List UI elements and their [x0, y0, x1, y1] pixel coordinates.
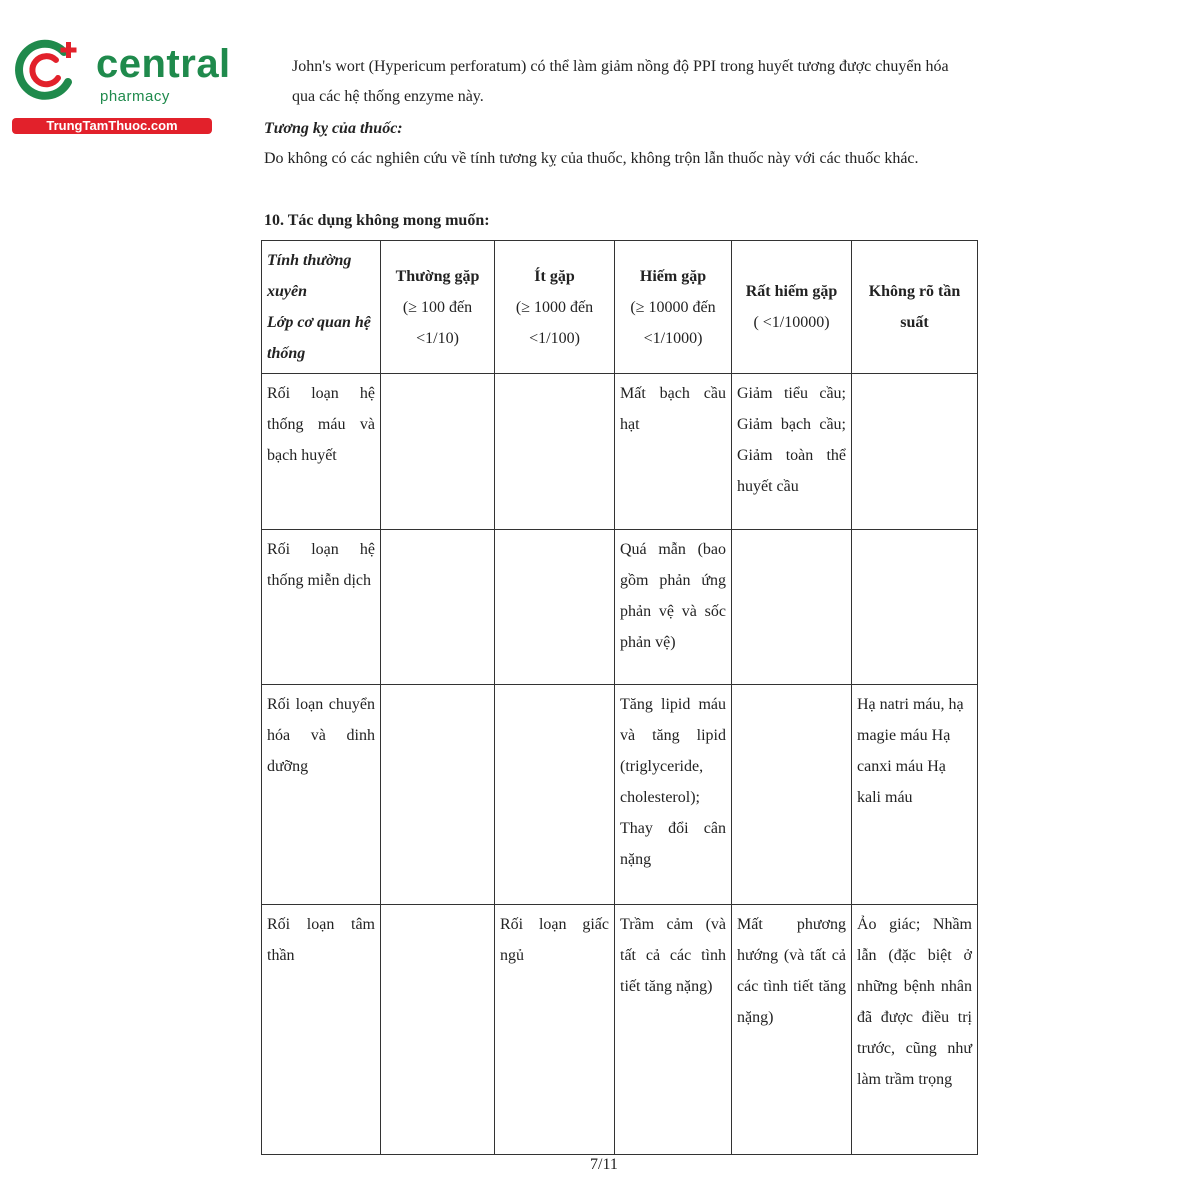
- table-row: [262, 685, 978, 905]
- table-cell: Ảo giác; Nhầm lẫn (đặc biệt ở những bệnh nhân đã được điều trị trước, cũng như làm trầm trọng: [852, 905, 978, 1155]
- header-uncommon-range: (≥ 1000 đến <1/100): [515, 298, 594, 347]
- header-rare: [615, 241, 732, 374]
- header-system-label: Lớp cơ quan hệ thống: [267, 314, 371, 362]
- table-cell: Rối loạn hệ thống máu và bạch huyết: [262, 374, 381, 530]
- table-cell: Rối loạn chuyển hóa và dinh dưỡng: [262, 685, 381, 905]
- header-very-rare-title: Rất hiếm gặp: [745, 283, 838, 300]
- table-cell: [732, 685, 852, 905]
- table-cell: [732, 530, 852, 685]
- table-row: [262, 374, 978, 530]
- section-heading: 10. Tác dụng không mong muốn:: [264, 212, 490, 229]
- table-cell: Tăng lipid máu và tăng lipid (triglyceride, cholesterol); Thay đổi cân nặng: [615, 685, 732, 905]
- table-header-row: [262, 241, 978, 374]
- logo-brand: central: [96, 42, 231, 86]
- table-row: [262, 530, 978, 685]
- table-cell: Hạ natri máu, hạ magie máu Hạ canxi máu Hạ kali máu: [852, 685, 978, 905]
- header-frequency-label: Tính thường xuyên: [267, 252, 352, 300]
- incompatibility-text: Do không có các nghiên cứu về tính tương kỵ của thuốc, không trộn lẫn thuốc này với các thuốc khác.: [264, 150, 919, 167]
- header-very-rare-range: ( <1/10000): [753, 314, 830, 331]
- header-common-range: (≥ 100 đến <1/10): [402, 298, 473, 347]
- header-frequency-system: [262, 241, 381, 374]
- header-common-title: Thường gặp: [395, 267, 480, 285]
- table-cell: [381, 530, 495, 685]
- header-unknown-title: Không rõ tần suất: [868, 283, 961, 331]
- table-cell: [495, 530, 615, 685]
- table-cell: Rối loạn tâm thần: [262, 905, 381, 1155]
- table-cell: Mất bạch cầu hạt: [615, 374, 732, 530]
- paragraph-interaction: John's wort (Hypericum perforatum) có thể làm giảm nồng độ PPI trong huyết tương được chuyển hóa qua các hệ thống enzyme này.: [292, 58, 949, 105]
- table-cell: Quá mẫn (bao gồm phản ứng phản vệ và sốc phản vệ): [615, 530, 732, 685]
- header-uncommon: [495, 241, 615, 374]
- table-cell: [852, 374, 978, 530]
- incompatibility-heading: Tương kỵ của thuốc:: [264, 120, 403, 137]
- table-cell: [852, 530, 978, 685]
- logo-banner: TrungTamThuoc.com: [12, 118, 212, 134]
- table-cell: [381, 905, 495, 1155]
- header-common: [381, 241, 495, 374]
- table-cell: Rối loạn giấc ngủ: [495, 905, 615, 1155]
- table-cell: [381, 685, 495, 905]
- logo-subtitle: pharmacy: [100, 88, 170, 105]
- header-unknown: [852, 241, 978, 374]
- header-uncommon-title: Ít gặp: [534, 267, 575, 285]
- header-very-rare: [732, 241, 852, 374]
- table-cell: [495, 685, 615, 905]
- table-cell: Mất phương hướng (và tất cả các tình tiết tăng nặng): [732, 905, 852, 1155]
- table-cell: [381, 374, 495, 530]
- table-cell: Rối loạn hệ thống miễn dịch: [262, 530, 381, 685]
- table-row: [262, 905, 978, 1155]
- page-number: 7/11: [590, 1156, 618, 1173]
- header-rare-title: Hiếm gặp: [639, 267, 707, 285]
- table-cell: Trầm cảm (và tất cả các tình tiết tăng nặng): [615, 905, 732, 1155]
- adverse-effects-table: [261, 240, 978, 1155]
- header-rare-range: (≥ 10000 đến <1/1000): [630, 298, 716, 347]
- table-cell: Giảm tiểu cầu; Giảm bạch cầu; Giảm toàn thể huyết cầu: [732, 374, 852, 530]
- table-cell: [495, 374, 615, 530]
